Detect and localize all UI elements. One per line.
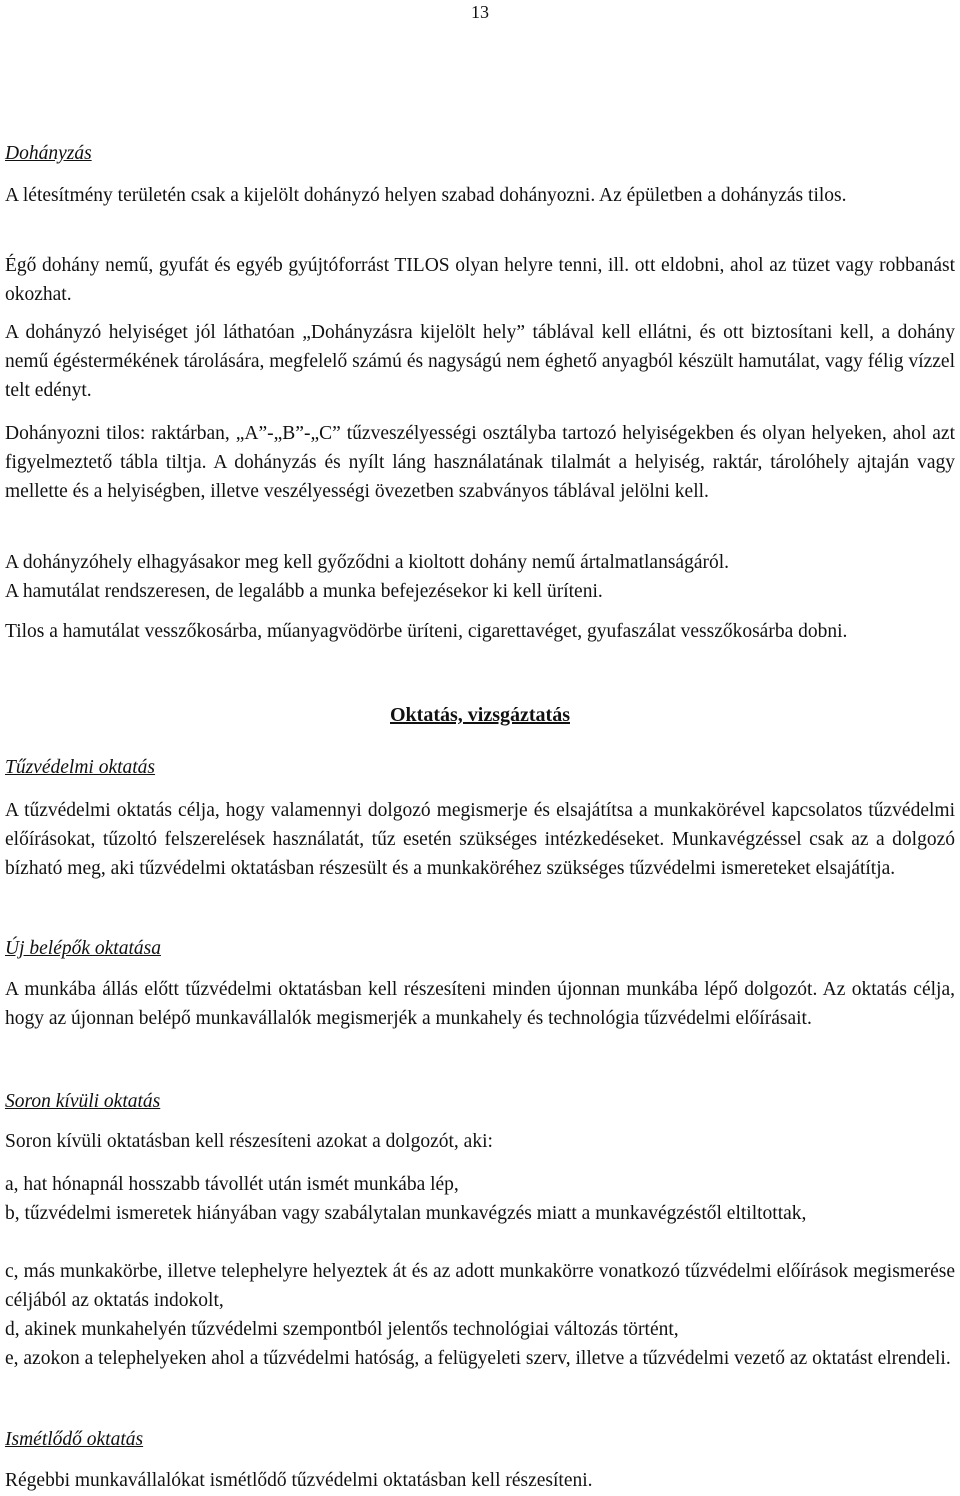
paragraph-uj-belepok: A munkába állás előtt tűzvédelmi oktatásban kell részesíteni minden újonnan munkába lépő dolgozót. Az oktatás célja, hogy az újonnan belépő munkavállalók megismerjék a munkahely és technológia tűzvédelmi előírásait.	[5, 979, 955, 1029]
list-item-d: d, akinek munkahelyén tűzvédelmi szempontból jelentős technológiai változás történt,	[5, 1319, 679, 1340]
list-item-a: a, hat hónapnál hosszabb távollét után ismét munkába lép,	[5, 1174, 459, 1195]
paragraph-dohanyzas-4: Dohányozni tilos: raktárban, „A”-„B”-„C” tűzveszélyességi osztályba tartozó helyiségekben és olyan helyeken, ahol azt figyelmeztető tábla tiltja. A dohányzás és nyílt láng használatának tilalmát a helyiség, raktár, tárolóhely ajtaján vagy mellette és a helyiségben, illetve veszélyességi övezetben szabványos táblával jelölni kell.	[5, 423, 955, 502]
section-heading-dohanyzas: Dohányzás	[5, 143, 92, 164]
list-item-e: e, azokon a telephelyeken ahol a tűzvédelmi hatóság, a felügyeleti szerv, illetve a tűzvédelmi vezető az oktatást elrendeli.	[5, 1348, 951, 1369]
paragraph-ismetlodo: Régebbi munkavállalókat ismétlődő tűzvédelmi oktatásban kell részesíteni.	[5, 1470, 593, 1491]
paragraph-dohanyzas-6: A hamutálat rendszeresen, de legalább a munka befejezésekor ki kell üríteni.	[5, 581, 603, 602]
paragraph-dohanyzas-3: A dohányzó helyiséget jól láthatóan „Dohányzásra kijelölt hely” táblával kell ellátni, és ott biztosítani kell, a dohány nemű égéstermékének tárolására, megfelelő számú és nagyságú nem éghető anyagból készült hamutálat, vagy félig vízzel telt edényt.	[5, 322, 955, 401]
paragraph-dohanyzas-7: Tilos a hamutálat vesszőkosárba, műanyagvödörbe üríteni, cigarettavéget, gyufaszálat vesszőkosárba dobni.	[5, 621, 848, 642]
section-heading-soron-kivuli: Soron kívüli oktatás	[5, 1091, 161, 1112]
paragraph-dohanyzas-5: A dohányzóhely elhagyásakor meg kell győződni a kioltott dohány nemű ártalmatlanságáról.	[5, 552, 730, 573]
paragraph-dohanyzas-1: A létesítmény területén csak a kijelölt dohányzó helyen szabad dohányozni. Az épületben a dohányzás tilos.	[5, 185, 847, 206]
list-item-b: b, tűzvédelmi ismeretek hiányában vagy szabálytalan munkavégzés miatt a munkavégzéstől eltiltottak,	[5, 1203, 807, 1224]
paragraph-tuzvedelmi: A tűzvédelmi oktatás célja, hogy valamennyi dolgozó megismerje és elsajátítsa a munkakörével kapcsolatos tűzvédelmi előírásokat, tűzoltó felszerelések használatát, tűz esetén szükséges intézkedéseket. Munkavégzéssel csak az a dolgozó bízható meg, aki tűzvédelmi oktatásban részesült és a munkaköréhez szükséges tűzvédelmi ismereteket elsajátítja.	[5, 800, 955, 879]
section-heading-tuzvedelmi: Tűzvédelmi oktatás	[5, 757, 156, 778]
page-number: 13	[471, 2, 489, 22]
list-item-c: c, más munkakörbe, illetve telephelyre helyeztek át és az adott munkakörre vonatkozó tűzvédelmi előírások megismerése céljából az oktatás indokolt,	[5, 1261, 955, 1311]
section-title-oktatas: Oktatás, vizsgáztatás	[390, 704, 570, 726]
section-heading-ismetlodo: Ismétlődő oktatás	[5, 1429, 144, 1450]
paragraph-dohanyzas-2: Égő dohány nemű, gyufát és egyéb gyújtóforrást TILOS olyan helyre tenni, ill. ott eldobni, ahol az tüzet vagy robbanást okozhat.	[5, 255, 955, 305]
section-heading-uj-belepok: Új belépők oktatása	[5, 938, 161, 959]
paragraph-soron-kivuli-intro: Soron kívüli oktatásban kell részesíteni azokat a dolgozót, aki:	[5, 1131, 493, 1152]
